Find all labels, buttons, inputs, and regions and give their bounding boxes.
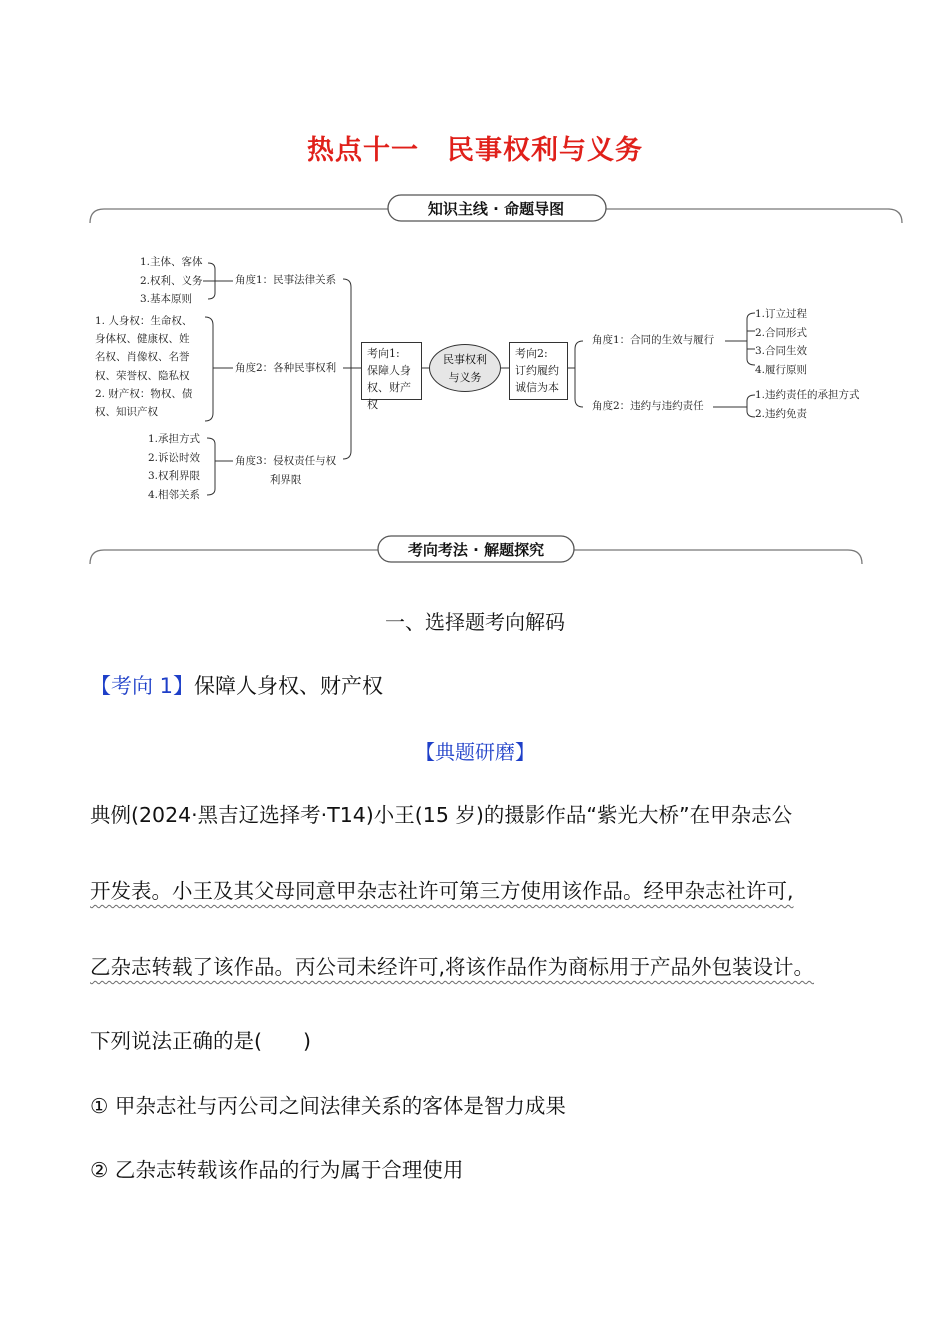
question-line: 乙杂志转载了该作品。丙公司未经许可,将该作品作为商标用于产品外包装设计。 bbox=[90, 955, 815, 979]
question-stem: 下列说法正确的是( ) bbox=[90, 1029, 311, 1053]
mind-map-item: 1.订立过程 2.合同形式 3.合同生效 4.履行原则 bbox=[755, 308, 808, 376]
mind-map-center: 民事权利 与义务 bbox=[429, 344, 501, 392]
section-label-methods: 考向考法 · 解题探究 bbox=[407, 541, 545, 559]
kaoxiang-text: 保障人身权、财产权 bbox=[194, 674, 384, 698]
question-line: 开发表。小王及其父母同意甲杂志社许可第三方使用该作品。经甲杂志社许可, bbox=[90, 879, 794, 903]
mind-map-right-hub: 考向2: 订约履约 诚信为本 bbox=[509, 342, 568, 400]
mind-map-angle-label: 角度3：侵权责任与权 利界限 bbox=[235, 455, 337, 486]
kaoxiang-tag: 【考向 1】 bbox=[90, 674, 195, 698]
mind-map-item: 1. 人身权：生命权、 身体权、健康权、姓 名权、肖像权、名誉 权、荣誉权、隐私权 2. 财产权：物权、债 权、知识产权 bbox=[95, 315, 193, 419]
question-line: 典例(2024·黑吉辽选择考·T14)小王(15 岁)的摄影作品“紫光大桥”在甲杂志公 bbox=[90, 803, 793, 827]
option-1: ① 甲杂志社与丙公司之间法律关系的客体是智力成果 bbox=[90, 1094, 566, 1118]
mind-map-angle-label: 角度2：各种民事权利 bbox=[235, 362, 337, 374]
mind-map-item: 1.承担方式 2.诉讼时效 3.权利界限 4.相邻关系 bbox=[148, 433, 201, 501]
page-title: 热点十一 民事权利与义务 bbox=[307, 135, 643, 166]
mind-map-item: 1.主体、客体 2.权利、义务 3.基本原则 bbox=[140, 256, 203, 305]
mind-map-angle-label: 角度1：合同的生效与履行 bbox=[592, 334, 715, 346]
option-2: ② 乙杂志转载该作品的行为属于合理使用 bbox=[90, 1158, 464, 1182]
mind-map-angle-label: 角度1：民事法律关系 bbox=[235, 274, 337, 286]
section-label-knowledge: 知识主线 · 命题导图 bbox=[427, 200, 565, 218]
mind-map-left-hub: 考向1: 保障人身 权、财产权 bbox=[361, 342, 422, 400]
kaoxiang-heading bbox=[90, 670, 383, 700]
section-header-knowledge bbox=[88, 193, 904, 227]
dianti-heading: 【典题研磨】 bbox=[415, 740, 535, 764]
section-heading: 一、选择题考向解码 bbox=[385, 610, 565, 634]
section-header-methods bbox=[88, 534, 864, 568]
mind-map-angle-label: 角度2：违约与违约责任 bbox=[592, 400, 704, 412]
mind-map bbox=[85, 245, 875, 510]
mind-map-item: 1.违约责任的承担方式 2.违约免责 bbox=[755, 389, 860, 420]
